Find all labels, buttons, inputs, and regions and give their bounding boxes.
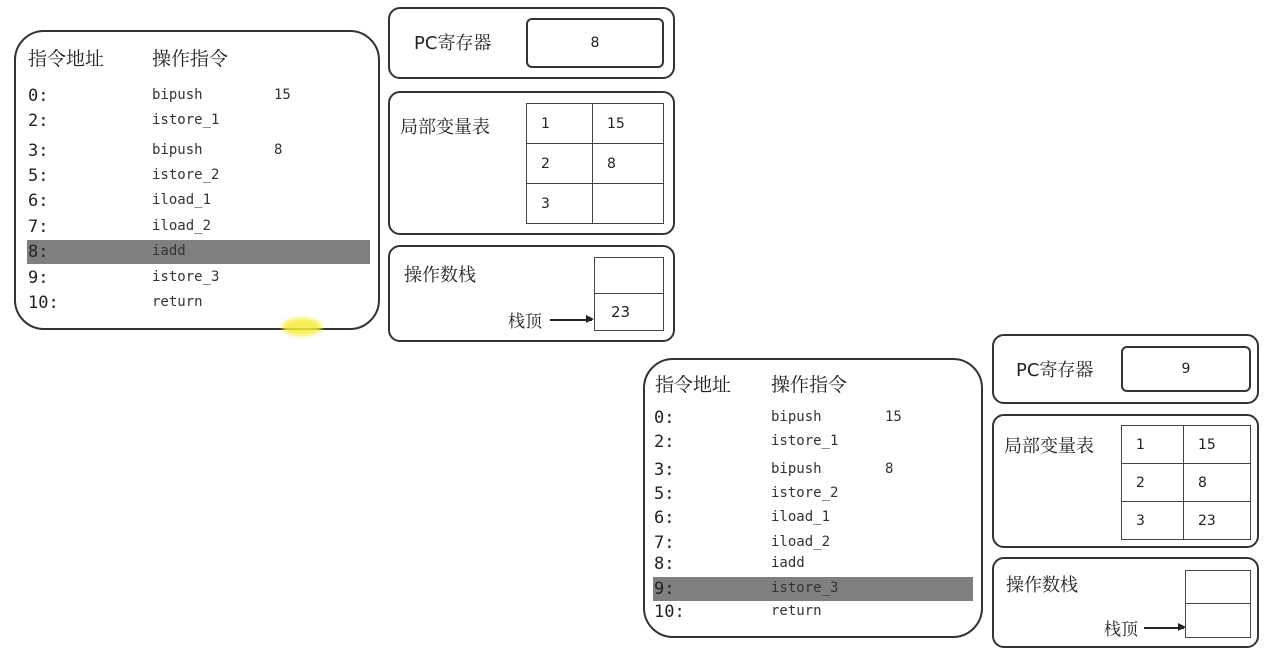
local-var-value: 15: [593, 104, 664, 144]
instruction-address: 0:: [28, 86, 49, 106]
operation-header: 操作指令: [771, 374, 848, 396]
local-vars-label: 局部变量表: [400, 117, 490, 138]
instruction-address: 6:: [28, 191, 49, 211]
instruction-row: [653, 552, 973, 576]
instruction-operand: 8: [885, 461, 894, 477]
stack-top-label: 栈顶: [1104, 620, 1138, 640]
instruction-opcode: iload_2: [152, 218, 212, 234]
instruction-opcode: return: [771, 603, 822, 619]
operand-stack-label: 操作数栈: [404, 265, 476, 286]
instruction-address: 5:: [654, 484, 675, 504]
local-variable-table-panel-1: [388, 91, 675, 235]
stack-top-arrow: [550, 319, 592, 321]
instruction-list-panel-2: [643, 358, 983, 638]
instruction-address: 2:: [654, 432, 675, 452]
instruction-address: 9:: [654, 579, 675, 599]
instruction-address: 0:: [654, 408, 675, 428]
operation-header: 操作指令: [152, 48, 229, 70]
instruction-address: 2:: [28, 111, 49, 131]
instruction-opcode: bipush: [771, 409, 822, 425]
instruction-address: 8:: [654, 554, 675, 574]
instruction-operand: 15: [274, 87, 291, 103]
instruction-row: [653, 406, 973, 430]
instruction-address: 5:: [28, 166, 49, 186]
instruction-address: 7:: [28, 217, 49, 237]
instruction-opcode: istore_2: [771, 485, 839, 501]
instruction-row: [27, 266, 370, 290]
local-variable-table: [526, 103, 664, 224]
local-variable-table: [1121, 425, 1251, 540]
instruction-opcode: iload_1: [152, 192, 212, 208]
local-var-index: 3: [527, 184, 593, 224]
local-var-index: 2: [527, 144, 593, 184]
local-var-value: [593, 184, 664, 224]
instruction-opcode: istore_1: [771, 433, 839, 449]
operand-stack-label: 操作数栈: [1006, 575, 1078, 596]
local-var-index: 1: [527, 104, 593, 144]
instruction-row: [653, 600, 973, 624]
local-var-row: [527, 104, 664, 144]
instruction-opcode: bipush: [152, 87, 203, 103]
local-var-index: 3: [1122, 502, 1184, 540]
instruction-opcode: iadd: [771, 555, 805, 571]
instruction-address: 8:: [28, 242, 49, 262]
instruction-opcode: return: [152, 294, 203, 310]
address-header: 指令地址: [28, 48, 105, 70]
instruction-row: [653, 482, 973, 506]
pc-register-panel-2: [992, 334, 1259, 404]
local-var-row: [1122, 426, 1251, 464]
pc-register-panel-1: [388, 7, 675, 79]
instruction-list-panel-1: [14, 30, 380, 330]
local-var-index: 1: [1122, 426, 1184, 464]
instruction-row: [27, 109, 370, 133]
operand-stack-panel-2: [992, 557, 1259, 648]
instruction-opcode: bipush: [152, 142, 203, 158]
instruction-opcode: iload_2: [771, 534, 831, 550]
local-var-value: 8: [593, 144, 664, 184]
local-vars-label: 局部变量表: [1004, 436, 1094, 457]
pc-register-value: 8: [526, 18, 664, 68]
local-var-value: 23: [1184, 502, 1251, 540]
stack-top-label: 栈顶: [508, 312, 542, 332]
local-var-row: [527, 184, 664, 224]
instruction-row: [27, 215, 370, 239]
instruction-row: [27, 189, 370, 213]
local-var-row: [1122, 464, 1251, 502]
instruction-address: 3:: [654, 460, 675, 480]
pc-register-label: PC寄存器: [1016, 360, 1094, 381]
yellow-highlight-mark: [282, 318, 322, 336]
instruction-row: [27, 240, 370, 264]
instruction-operand: 15: [885, 409, 902, 425]
instruction-row: [27, 84, 370, 108]
address-header: 指令地址: [655, 374, 732, 396]
stack-slot: [1185, 570, 1251, 605]
instruction-address: 9:: [28, 268, 49, 288]
local-var-row: [1122, 502, 1251, 540]
local-var-row: [527, 144, 664, 184]
operand-stack-panel-1: [388, 245, 675, 342]
instruction-opcode: iadd: [152, 243, 186, 259]
instruction-opcode: bipush: [771, 461, 822, 477]
instruction-opcode: istore_3: [152, 269, 220, 285]
instruction-row: [653, 577, 973, 601]
instruction-opcode: istore_2: [152, 167, 220, 183]
stack-slot-top: 23: [594, 293, 664, 331]
local-var-value: 8: [1184, 464, 1251, 502]
instruction-opcode: iload_1: [771, 509, 831, 525]
instruction-row: [653, 430, 973, 454]
instruction-row: [27, 291, 370, 315]
instruction-address: 10:: [654, 602, 685, 622]
instruction-address: 6:: [654, 508, 675, 528]
pc-register-value: 9: [1121, 346, 1251, 392]
pc-register-label: PC寄存器: [414, 33, 492, 54]
local-var-index: 2: [1122, 464, 1184, 502]
instruction-row: [653, 458, 973, 482]
stack-slot-top: [1185, 603, 1251, 638]
instruction-row: [27, 139, 370, 163]
instruction-opcode: istore_1: [152, 112, 220, 128]
instruction-address: 3:: [28, 141, 49, 161]
local-variable-table-panel-2: [992, 414, 1259, 548]
instruction-opcode: istore_3: [771, 580, 839, 596]
stack-top-arrow: [1144, 627, 1184, 629]
instruction-operand: 8: [274, 142, 283, 158]
instruction-row: [653, 506, 973, 530]
instruction-row: [27, 164, 370, 188]
instruction-address: 7:: [654, 533, 675, 553]
instruction-address: 10:: [28, 293, 59, 313]
local-var-value: 15: [1184, 426, 1251, 464]
stack-slot: [594, 257, 664, 295]
